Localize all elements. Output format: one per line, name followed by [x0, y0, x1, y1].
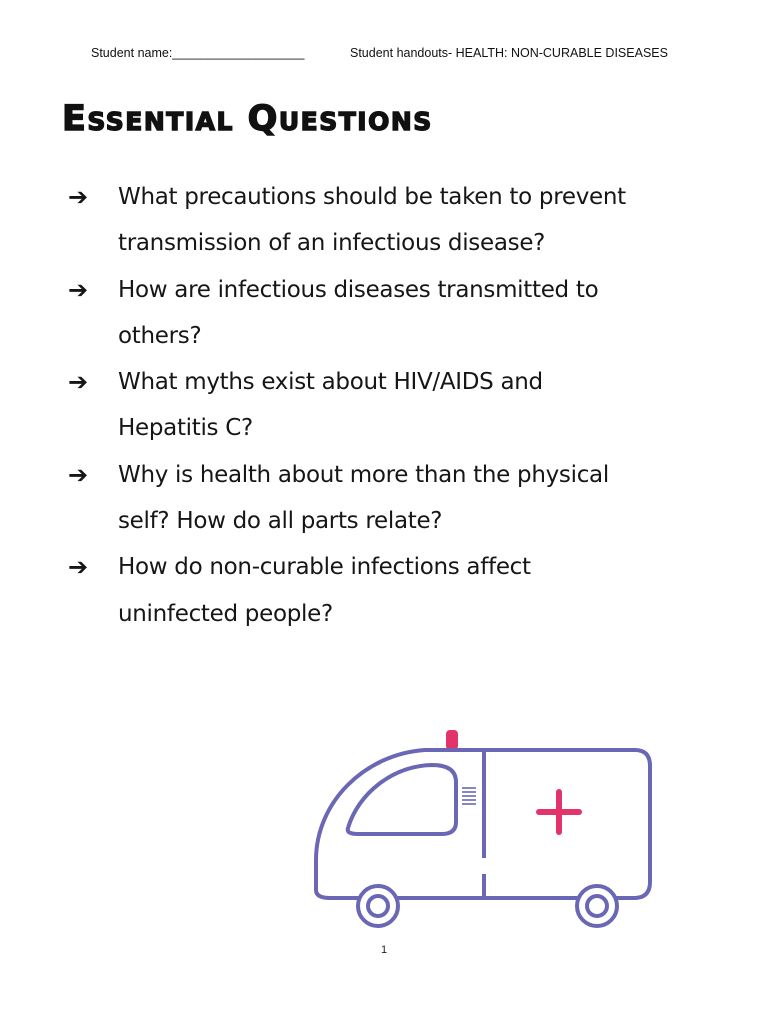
arrow-bullet-icon: ➔ — [68, 183, 88, 211]
question-line: others? — [118, 322, 202, 349]
ambulance-icon — [310, 722, 660, 932]
question-line: transmission of an infectious disease? — [118, 230, 546, 257]
page-header — [0, 46, 768, 66]
question-item — [68, 452, 708, 545]
question-line: What precautions should be taken to prevent — [118, 184, 626, 210]
arrow-bullet-icon: ➔ — [68, 275, 88, 304]
question-line: uninfected people? — [118, 600, 333, 627]
question-line: What myths exist about HIV/AIDS and — [118, 369, 543, 396]
question-item — [68, 267, 708, 360]
question-item — [68, 544, 708, 637]
question-line: self? How do all parts relate? — [118, 508, 443, 535]
question-line: Hepatitis C? — [118, 415, 253, 442]
question-item — [68, 359, 708, 452]
arrow-bullet-icon: ➔ — [68, 368, 88, 397]
question-item — [68, 174, 708, 267]
question-line: Why is health about more than the physical — [118, 461, 609, 488]
rear-wheel — [577, 886, 617, 926]
question-line: How are infectious diseases transmitted to — [118, 276, 599, 303]
front-wheel — [358, 886, 398, 926]
page-number: 1 — [380, 944, 388, 956]
page-title: Essential Questions — [62, 99, 433, 139]
question-line: How do non-curable infections affect — [118, 554, 531, 581]
siren-light — [446, 730, 458, 750]
arrow-bullet-icon: ➔ — [68, 553, 88, 582]
essential-questions-list — [68, 174, 708, 637]
arrow-bullet-icon: ➔ — [68, 460, 88, 489]
handout-title: Student handouts- HEALTH: NON-CURABLE DISEASES — [350, 46, 668, 60]
student-name-line: Student name:___________________ — [91, 46, 305, 60]
